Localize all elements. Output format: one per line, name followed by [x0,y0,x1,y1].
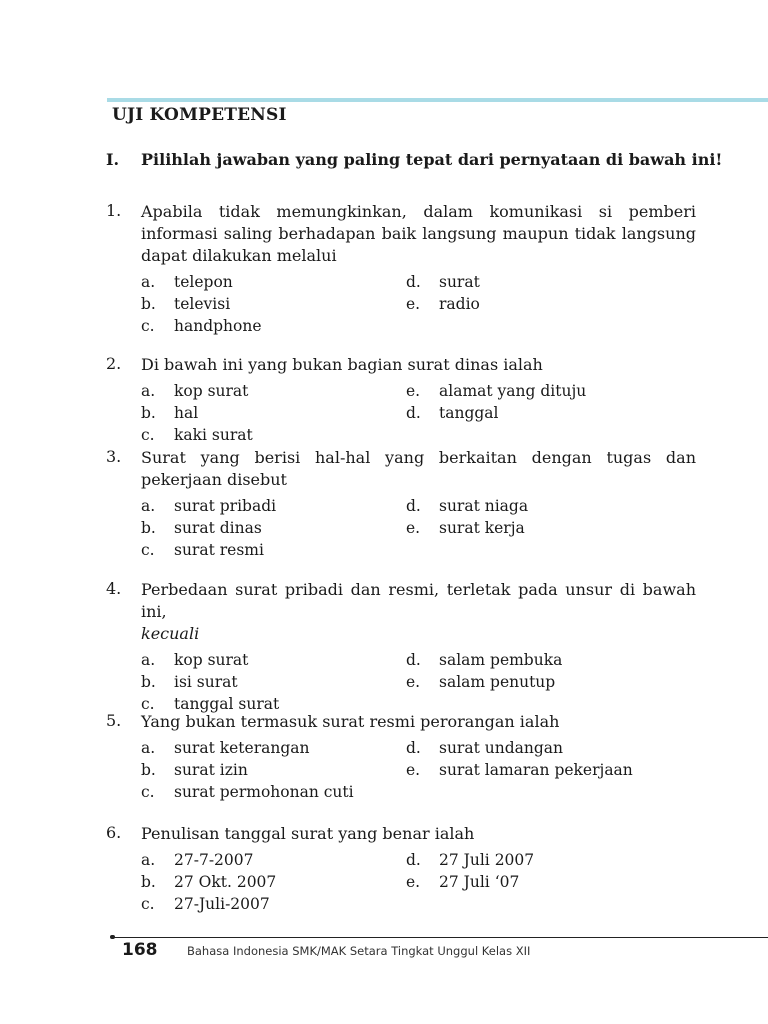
instruction-text: Pilihlah jawaban yang paling tepat dari pernyataan di bawah ini! [141,150,723,169]
question-number: 4. [106,579,122,598]
option-e[interactable]: e. 27 Juli ‘07 [406,873,520,891]
option-b[interactable]: b. hal [141,404,199,422]
option-c[interactable]: c. surat resmi [141,541,264,559]
option-a[interactable]: a. 27-7-2007 [141,851,254,869]
option-b[interactable]: b. surat dinas [141,519,262,537]
option-c[interactable]: c. surat permohonan cuti [141,783,354,801]
option-e[interactable]: e. alamat yang dituju [406,382,587,400]
option-c[interactable]: c. kaki surat [141,426,253,444]
question-number: 5. [106,711,122,730]
footer-rule [114,937,768,938]
question-4 [106,579,696,719]
options-list [141,651,696,719]
option-b[interactable]: b. surat izin [141,761,248,779]
question-text-main: Perbedaan surat pribadi dan resmi, terletak pada unsur di bawah ini, [141,580,696,621]
question-text: Surat yang berisi hal-hal yang berkaitan dengan tugas dan pekerjaan disebut [141,448,696,489]
page-number: 168 [122,940,158,960]
option-c[interactable]: c. 27-Juli-2007 [141,895,270,913]
option-d[interactable]: d. surat [406,273,480,291]
option-e[interactable]: e. surat kerja [406,519,525,537]
header-accent-line [107,98,768,102]
question-6 [106,823,696,919]
option-c[interactable]: c. handphone [141,317,262,335]
section-title: UJI KOMPETENSI [112,105,287,125]
option-b[interactable]: b. 27 Okt. 2007 [141,873,277,891]
options-list [141,739,696,807]
question-number: 6. [106,823,122,842]
option-a[interactable]: a. surat keterangan [141,739,310,757]
option-b[interactable]: b. televisi [141,295,231,313]
option-d[interactable]: d. salam pembuka [406,651,563,669]
option-d[interactable]: d. surat niaga [406,497,529,515]
option-a[interactable]: a. telepon [141,273,233,291]
question-number: 1. [106,201,122,220]
instruction-number: I. [106,150,120,169]
option-a[interactable]: a. surat pribadi [141,497,277,515]
option-c[interactable]: c. tanggal surat [141,695,280,713]
question-text: Apabila tidak memungkinkan, dalam komunikasi si pemberi informasi saling berhadapan baik langsung maupun tidak langsung dapat dilakukan melalui [141,202,696,265]
option-d[interactable]: d. tanggal [406,404,499,422]
option-a[interactable]: a. kop surat [141,382,249,400]
option-b[interactable]: b. isi surat [141,673,238,691]
question-number: 3. [106,447,122,466]
question-text-emphasis: kecuali [141,624,200,643]
options-list [141,382,696,450]
options-list [141,273,696,341]
option-d[interactable]: d. 27 Juli 2007 [406,851,535,869]
question-number: 2. [106,354,122,373]
question-3 [106,447,696,565]
question-text: Penulisan tanggal surat yang benar ialah [141,824,475,843]
question-1 [106,201,696,341]
option-d[interactable]: d. surat undangan [406,739,563,757]
options-list [141,497,696,565]
question-text: Yang bukan termasuk surat resmi perorangan ialah [141,712,560,731]
question-2 [106,354,696,450]
question-5 [106,711,696,807]
option-e[interactable]: e. surat lamaran pekerjaan [406,761,633,779]
option-e[interactable]: e. salam penutup [406,673,556,691]
options-list [141,851,696,919]
option-a[interactable]: a. kop surat [141,651,249,669]
option-e[interactable]: e. radio [406,295,480,313]
question-text: Di bawah ini yang bukan bagian surat dinas ialah [141,355,543,374]
book-title: Bahasa Indonesia SMK/MAK Setara Tingkat Unggul Kelas XII [187,944,531,958]
question-text [141,579,696,645]
